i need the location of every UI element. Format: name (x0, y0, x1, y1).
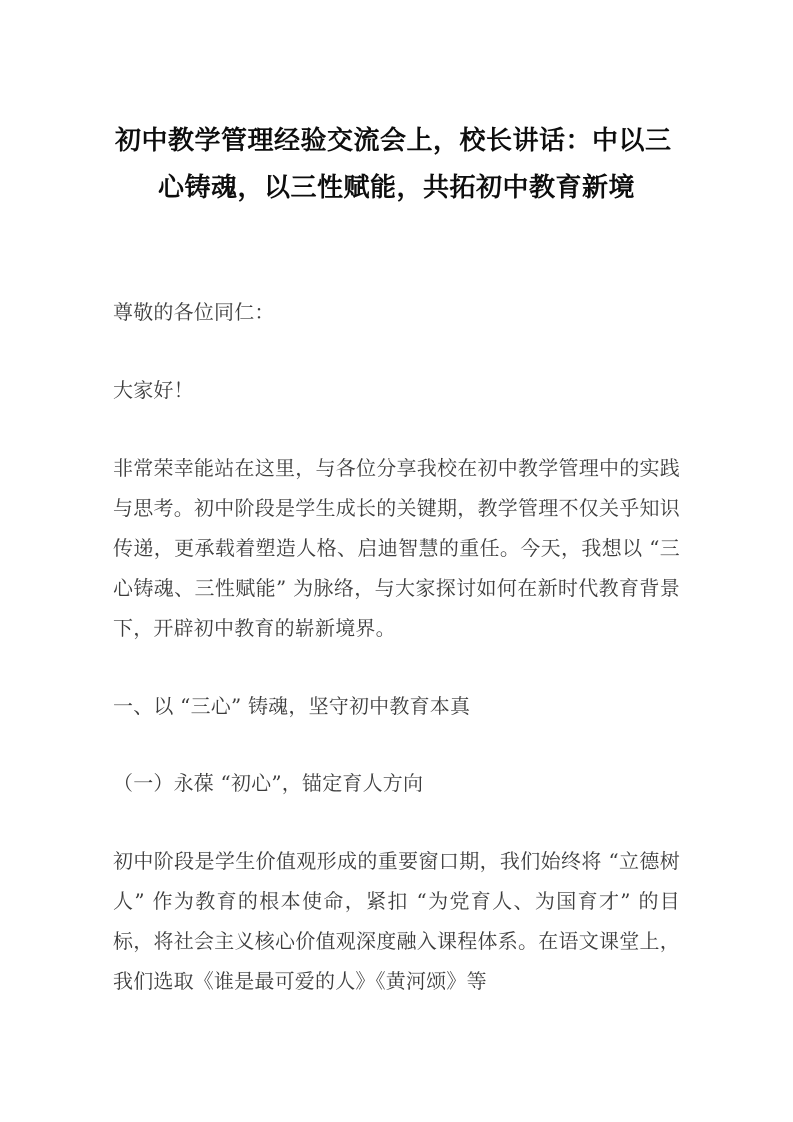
intro-paragraph: 非常荣幸能站在这里，与各位分享我校在初中教学管理中的实践与思考。初中阶段是学生成长的关键期，教学管理不仅关乎知识传递，更承载着塑造人格、启迪智慧的重任。今天，我想以 “三心铸魂、三性赋能” 为脉络，与大家探讨如何在新时代教育背景下，开辟初中教育的崭新境界。 (113, 456, 680, 640)
subsection-paragraph: 初中阶段是学生价值观形成的重要窗口期，我们始终将 “立德树人” 作为教育的根本使命，紧扣 “为党育人、为国育才” 的目标，将社会主义核心价值观深度融入课程体系。在语文课堂上，我们选取《谁是最可爱的人》《黄河颂》等 (113, 849, 680, 993)
salutation: 尊敬的各位同仁： (113, 300, 275, 324)
document-title (113, 0, 680, 212)
subsection-heading: （一）永葆 “初心”，锚定育人方向 (113, 771, 424, 795)
section-heading: 一、以 “三心” 铸魂，坚守初中教育本真 (113, 694, 471, 718)
document-title-line-1: 初中教学管理经验交流会上，校长讲话：中以三 (115, 126, 672, 156)
greeting: 大家好！ (113, 378, 194, 402)
document-title-line-2: 心铸魂，以三性赋能，共拓初中教育新境 (157, 173, 635, 203)
document-body (113, 0, 680, 1001)
